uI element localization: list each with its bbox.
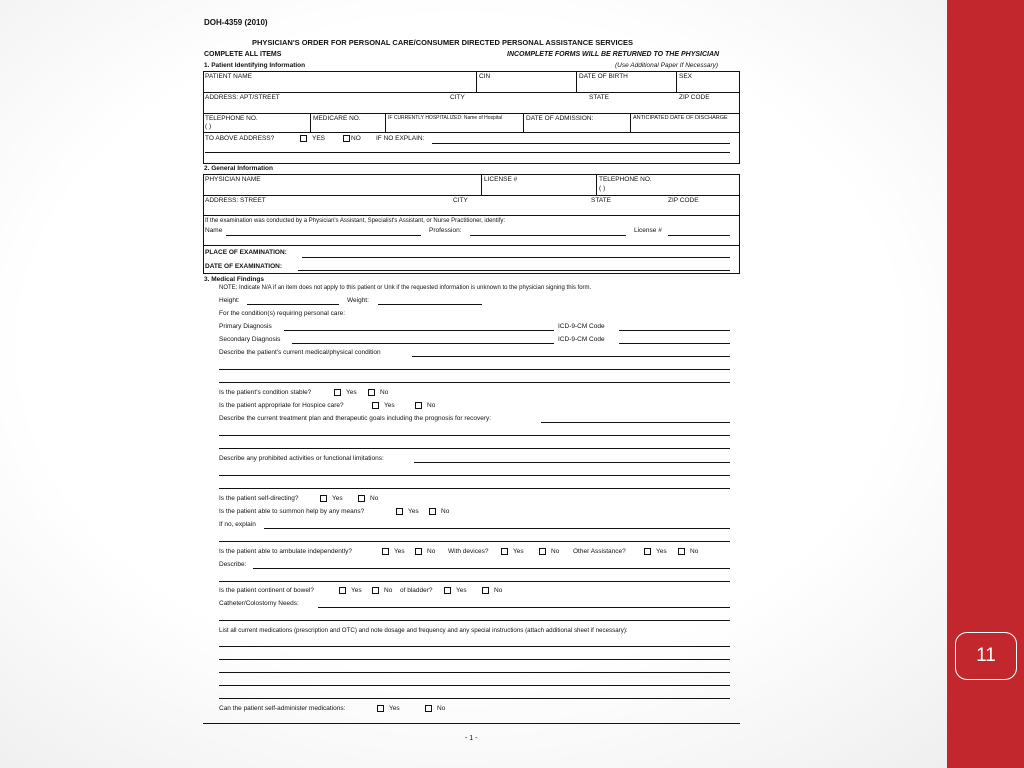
other-assistance-label: Other Assistance? (573, 548, 626, 555)
self-admin-question: Can the patient self-administer medications: (219, 705, 346, 712)
physician-zip-field[interactable]: ZIP CODE (668, 197, 699, 204)
stable-yes-checkbox[interactable] (334, 389, 341, 396)
medicare-field[interactable]: MEDICARE NO. (313, 115, 361, 122)
profession-label: Profession: (429, 227, 462, 234)
cin-field[interactable]: CIN (479, 73, 491, 80)
self-admin-yes-checkbox[interactable] (377, 705, 384, 712)
ambulate-no-label: No (427, 548, 436, 555)
prohibited-label: Describe any prohibited activities or functional limitations: (219, 455, 384, 462)
for-condition: For the condition(s) requiring personal care: (219, 310, 346, 317)
self-directing-no-checkbox[interactable] (358, 495, 365, 502)
slide-number: 11 (955, 632, 1017, 680)
secondary-diagnosis-label: Secondary Diagnosis (219, 336, 281, 343)
self-admin-no-checkbox[interactable] (425, 705, 432, 712)
physician-name-field[interactable]: PHYSICIAN NAME (205, 176, 261, 183)
form-code: DOH-4359 (2010) (204, 18, 268, 27)
summon-question: Is the patient able to summon help by any means? (219, 508, 365, 515)
ambulate-yes-label: Yes (394, 548, 405, 555)
note-text: NOTE: Indicate N/A if an item does not apply to this patient or Unk if the requested information is unknown to the physician signing this form. (219, 285, 592, 291)
date-of-exam-label: DATE OF EXAMINATION: (205, 263, 283, 270)
hospice-yes-label: Yes (384, 402, 395, 409)
no-label: NO (351, 135, 361, 142)
license-field[interactable]: LICENSE # (484, 176, 518, 183)
weight-label: Weight: (347, 297, 369, 304)
section2-table (203, 174, 740, 274)
treatment-label: Describe the current treatment plan and therapeutic goals including the prognosis for recovery: (219, 415, 492, 422)
other-assist-yes-checkbox[interactable] (644, 548, 651, 555)
physician-telephone-field[interactable]: TELEPHONE NO. (599, 176, 652, 183)
medications-label: List all current medications (prescription and OTC) and note dosage and frequency and any special instructions (attach additional sheet if necessary): (219, 627, 628, 634)
dob-field[interactable]: DATE OF BIRTH (579, 73, 628, 80)
devices-no-label: No (551, 548, 560, 555)
hospice-yes-checkbox[interactable] (372, 402, 379, 409)
other-assist-no-checkbox[interactable] (678, 548, 685, 555)
primary-diagnosis-label: Primary Diagnosis (219, 323, 272, 330)
ambulate-no-checkbox[interactable] (415, 548, 422, 555)
if-no-explain-label: If no, explain (219, 521, 256, 528)
self-admin-yes-label: Yes (389, 705, 400, 712)
other-assist-no-label: No (690, 548, 699, 555)
discharge-date-field[interactable]: ANTICIPATED DATE OF DISCHARGE (633, 115, 728, 121)
self-admin-no-label: No (437, 705, 446, 712)
bladder-no-checkbox[interactable] (482, 587, 489, 594)
bowel-question: Is the patient continent of bowel? (219, 587, 315, 594)
with-devices-label: With devices? (448, 548, 489, 555)
telephone-paren: ( ) (205, 123, 212, 130)
page-number: - 1 - (465, 735, 478, 742)
yes-label: YES (312, 135, 326, 142)
address-field[interactable]: ADDRESS: APT/STREET (205, 94, 280, 101)
hospice-no-label: No (427, 402, 436, 409)
ambulate-question: Is the patient able to ambulate independently? (219, 548, 352, 555)
hospice-no-checkbox[interactable] (415, 402, 422, 409)
describe-label: Describe: (219, 561, 247, 568)
bladder-yes-checkbox[interactable] (444, 587, 451, 594)
place-of-exam-label: PLACE OF EXAMINATION: (205, 249, 287, 256)
bladder-yes-label: Yes (456, 587, 467, 594)
to-above-address: TO ABOVE ADDRESS? (205, 135, 275, 142)
physician-address-field[interactable]: ADDRESS: STREET (205, 197, 266, 204)
state-field[interactable]: STATE (589, 94, 609, 101)
exam-note: If the examination was conducted by a Physician's Assistant, Specialist's Assistant, or Nurse Practitioner, identify: (205, 218, 506, 224)
bladder-question: of bladder? (400, 587, 433, 594)
summon-no-checkbox[interactable] (429, 508, 436, 515)
section2-heading: 2. General Information (204, 165, 273, 172)
devices-yes-label: Yes (513, 548, 524, 555)
to-above-yes-checkbox[interactable] (300, 135, 307, 142)
stable-no-checkbox[interactable] (368, 389, 375, 396)
bladder-no-label: No (494, 587, 503, 594)
physician-telephone-paren: ( ) (599, 185, 606, 192)
summon-yes-label: Yes (408, 508, 419, 515)
self-directing-yes-label: Yes (332, 495, 343, 502)
ambulate-yes-checkbox[interactable] (382, 548, 389, 555)
summon-yes-checkbox[interactable] (396, 508, 403, 515)
self-directing-no-label: No (370, 495, 379, 502)
describe-current-label: Describe the patient's current medical/physical condition (219, 349, 381, 356)
license-short-label: License # (634, 227, 662, 234)
examiner-name-label: Name (205, 227, 223, 234)
form-title: PHYSICIAN'S ORDER FOR PERSONAL CARE/CONSUMER DIRECTED PERSONAL ASSISTANCE SERVICES (252, 38, 634, 47)
city-field[interactable]: CITY (450, 94, 465, 101)
icd-secondary-label: ICD-9-CM Code (558, 336, 605, 343)
hospice-question: Is the patient appropriate for Hospice care? (219, 402, 344, 409)
patient-name-field[interactable]: PATIENT NAME (205, 73, 252, 80)
summon-no-label: No (441, 508, 450, 515)
zip-field[interactable]: ZIP CODE (679, 94, 710, 101)
additional-paper: (Use Additional Paper If Necessary) (615, 62, 719, 69)
self-directing-question: Is the patient self-directing? (219, 495, 299, 502)
catheter-label: Catheter/Colostomy Needs: (219, 600, 299, 607)
admission-date-field[interactable]: DATE OF ADMISSION: (526, 115, 594, 122)
section1-heading: 1. Patient Identifying Information (204, 62, 306, 69)
bowel-yes-checkbox[interactable] (339, 587, 346, 594)
icd-primary-label: ICD-9-CM Code (558, 323, 605, 330)
other-assist-yes-label: Yes (656, 548, 667, 555)
self-directing-yes-checkbox[interactable] (320, 495, 327, 502)
incomplete-notice: INCOMPLETE FORMS WILL BE RETURNED TO THE PHYSICIAN (507, 51, 720, 58)
complete-all-items: COMPLETE ALL ITEMS (204, 51, 282, 58)
telephone-field[interactable]: TELEPHONE NO. (205, 115, 258, 122)
bowel-yes-label: Yes (351, 587, 362, 594)
stable-yes-label: Yes (346, 389, 357, 396)
physician-city-field[interactable]: CITY (453, 197, 468, 204)
bowel-no-checkbox[interactable] (372, 587, 379, 594)
devices-no-checkbox[interactable] (539, 548, 546, 555)
stable-no-label: No (380, 389, 389, 396)
stable-question: Is the patient's condition stable? (219, 389, 312, 396)
hospital-field[interactable]: IF CURRENTLY HOSPITALIZED: Name of Hospital (388, 115, 503, 121)
height-label: Height: (219, 297, 240, 304)
physician-state-field[interactable]: STATE (591, 197, 611, 204)
if-no-explain: IF NO EXPLAIN: (376, 135, 425, 142)
section3-heading: 3. Medical Findings (204, 276, 264, 283)
devices-yes-checkbox[interactable] (501, 548, 508, 555)
sex-field[interactable]: SEX (679, 73, 693, 80)
footer-rule (203, 723, 740, 724)
bowel-no-label: No (384, 587, 393, 594)
to-above-no-checkbox[interactable] (343, 135, 350, 142)
